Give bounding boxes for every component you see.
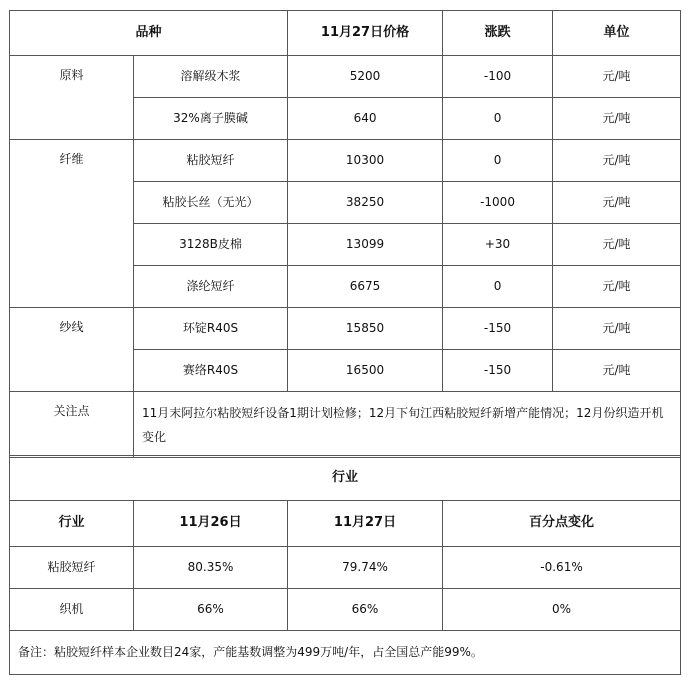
header-price: 11月27日价格: [288, 11, 443, 56]
category-yarn: 纱线: [10, 308, 134, 392]
product-name: 赛络R40S: [134, 350, 288, 392]
unit-value: 元/吨: [553, 308, 681, 350]
product-name: 涤纶短纤: [134, 266, 288, 308]
price-value: 10300: [288, 140, 443, 182]
change-value: 0: [443, 140, 553, 182]
focus-label: 关注点: [10, 392, 134, 458]
industry-name: 织机: [10, 589, 134, 631]
unit-value: 元/吨: [553, 98, 681, 140]
product-name: 溶解级木浆: [134, 56, 288, 98]
table-row: [10, 308, 681, 350]
pct-change-value: -0.61%: [443, 547, 681, 589]
industry-title-row: [10, 456, 681, 501]
price-value: 16500: [288, 350, 443, 392]
price-value: 15850: [288, 308, 443, 350]
change-value: 0: [443, 98, 553, 140]
price-value: 13099: [288, 224, 443, 266]
change-value: -150: [443, 308, 553, 350]
industry-table-header: [10, 501, 681, 547]
table-row: [10, 140, 681, 182]
price-value: 640: [288, 98, 443, 140]
header-change: 涨跌: [443, 11, 553, 56]
price-table-header: [10, 11, 681, 56]
header-unit: 单位: [553, 11, 681, 56]
change-value: -1000: [443, 182, 553, 224]
industry-title: 行业: [10, 456, 681, 501]
industry-table: [9, 455, 681, 675]
nov26-value: 66%: [134, 589, 288, 631]
unit-value: 元/吨: [553, 350, 681, 392]
unit-value: 元/吨: [553, 266, 681, 308]
unit-value: 元/吨: [553, 182, 681, 224]
table-row: [10, 547, 681, 589]
table-row: [10, 589, 681, 631]
product-name: 32%离子膜碱: [134, 98, 288, 140]
price-table: [9, 10, 681, 458]
price-value: 6675: [288, 266, 443, 308]
pct-change-value: 0%: [443, 589, 681, 631]
header-nov26: 11月26日: [134, 501, 288, 547]
nov27-value: 79.74%: [288, 547, 443, 589]
header-variety: 品种: [10, 11, 288, 56]
header-pct-change: 百分点变化: [443, 501, 681, 547]
unit-value: 元/吨: [553, 56, 681, 98]
note-text: 备注：粘胶短纤样本企业数目24家，产能基数调整为499万吨/年，占全国总产能99%。: [10, 631, 681, 675]
product-name: 粘胶短纤: [134, 140, 288, 182]
focus-row: [10, 392, 681, 458]
product-name: 环锭R40S: [134, 308, 288, 350]
header-nov27: 11月27日: [288, 501, 443, 547]
table-row: [10, 56, 681, 98]
unit-value: 元/吨: [553, 224, 681, 266]
price-value: 38250: [288, 182, 443, 224]
product-name: 粘胶长丝（无光）: [134, 182, 288, 224]
change-value: -150: [443, 350, 553, 392]
change-value: +30: [443, 224, 553, 266]
price-value: 5200: [288, 56, 443, 98]
change-value: 0: [443, 266, 553, 308]
focus-text: 11月末阿拉尔粘胶短纤设备1期计划检修；12月下旬江西粘胶短纤新增产能情况；12月份织造开机变化: [134, 392, 681, 458]
unit-value: 元/吨: [553, 140, 681, 182]
note-row: [10, 631, 681, 675]
product-name: 3128B皮棉: [134, 224, 288, 266]
nov27-value: 66%: [288, 589, 443, 631]
change-value: -100: [443, 56, 553, 98]
header-industry: 行业: [10, 501, 134, 547]
category-fiber: 纤维: [10, 140, 134, 308]
nov26-value: 80.35%: [134, 547, 288, 589]
industry-name: 粘胶短纤: [10, 547, 134, 589]
category-raw-material: 原料: [10, 56, 134, 140]
